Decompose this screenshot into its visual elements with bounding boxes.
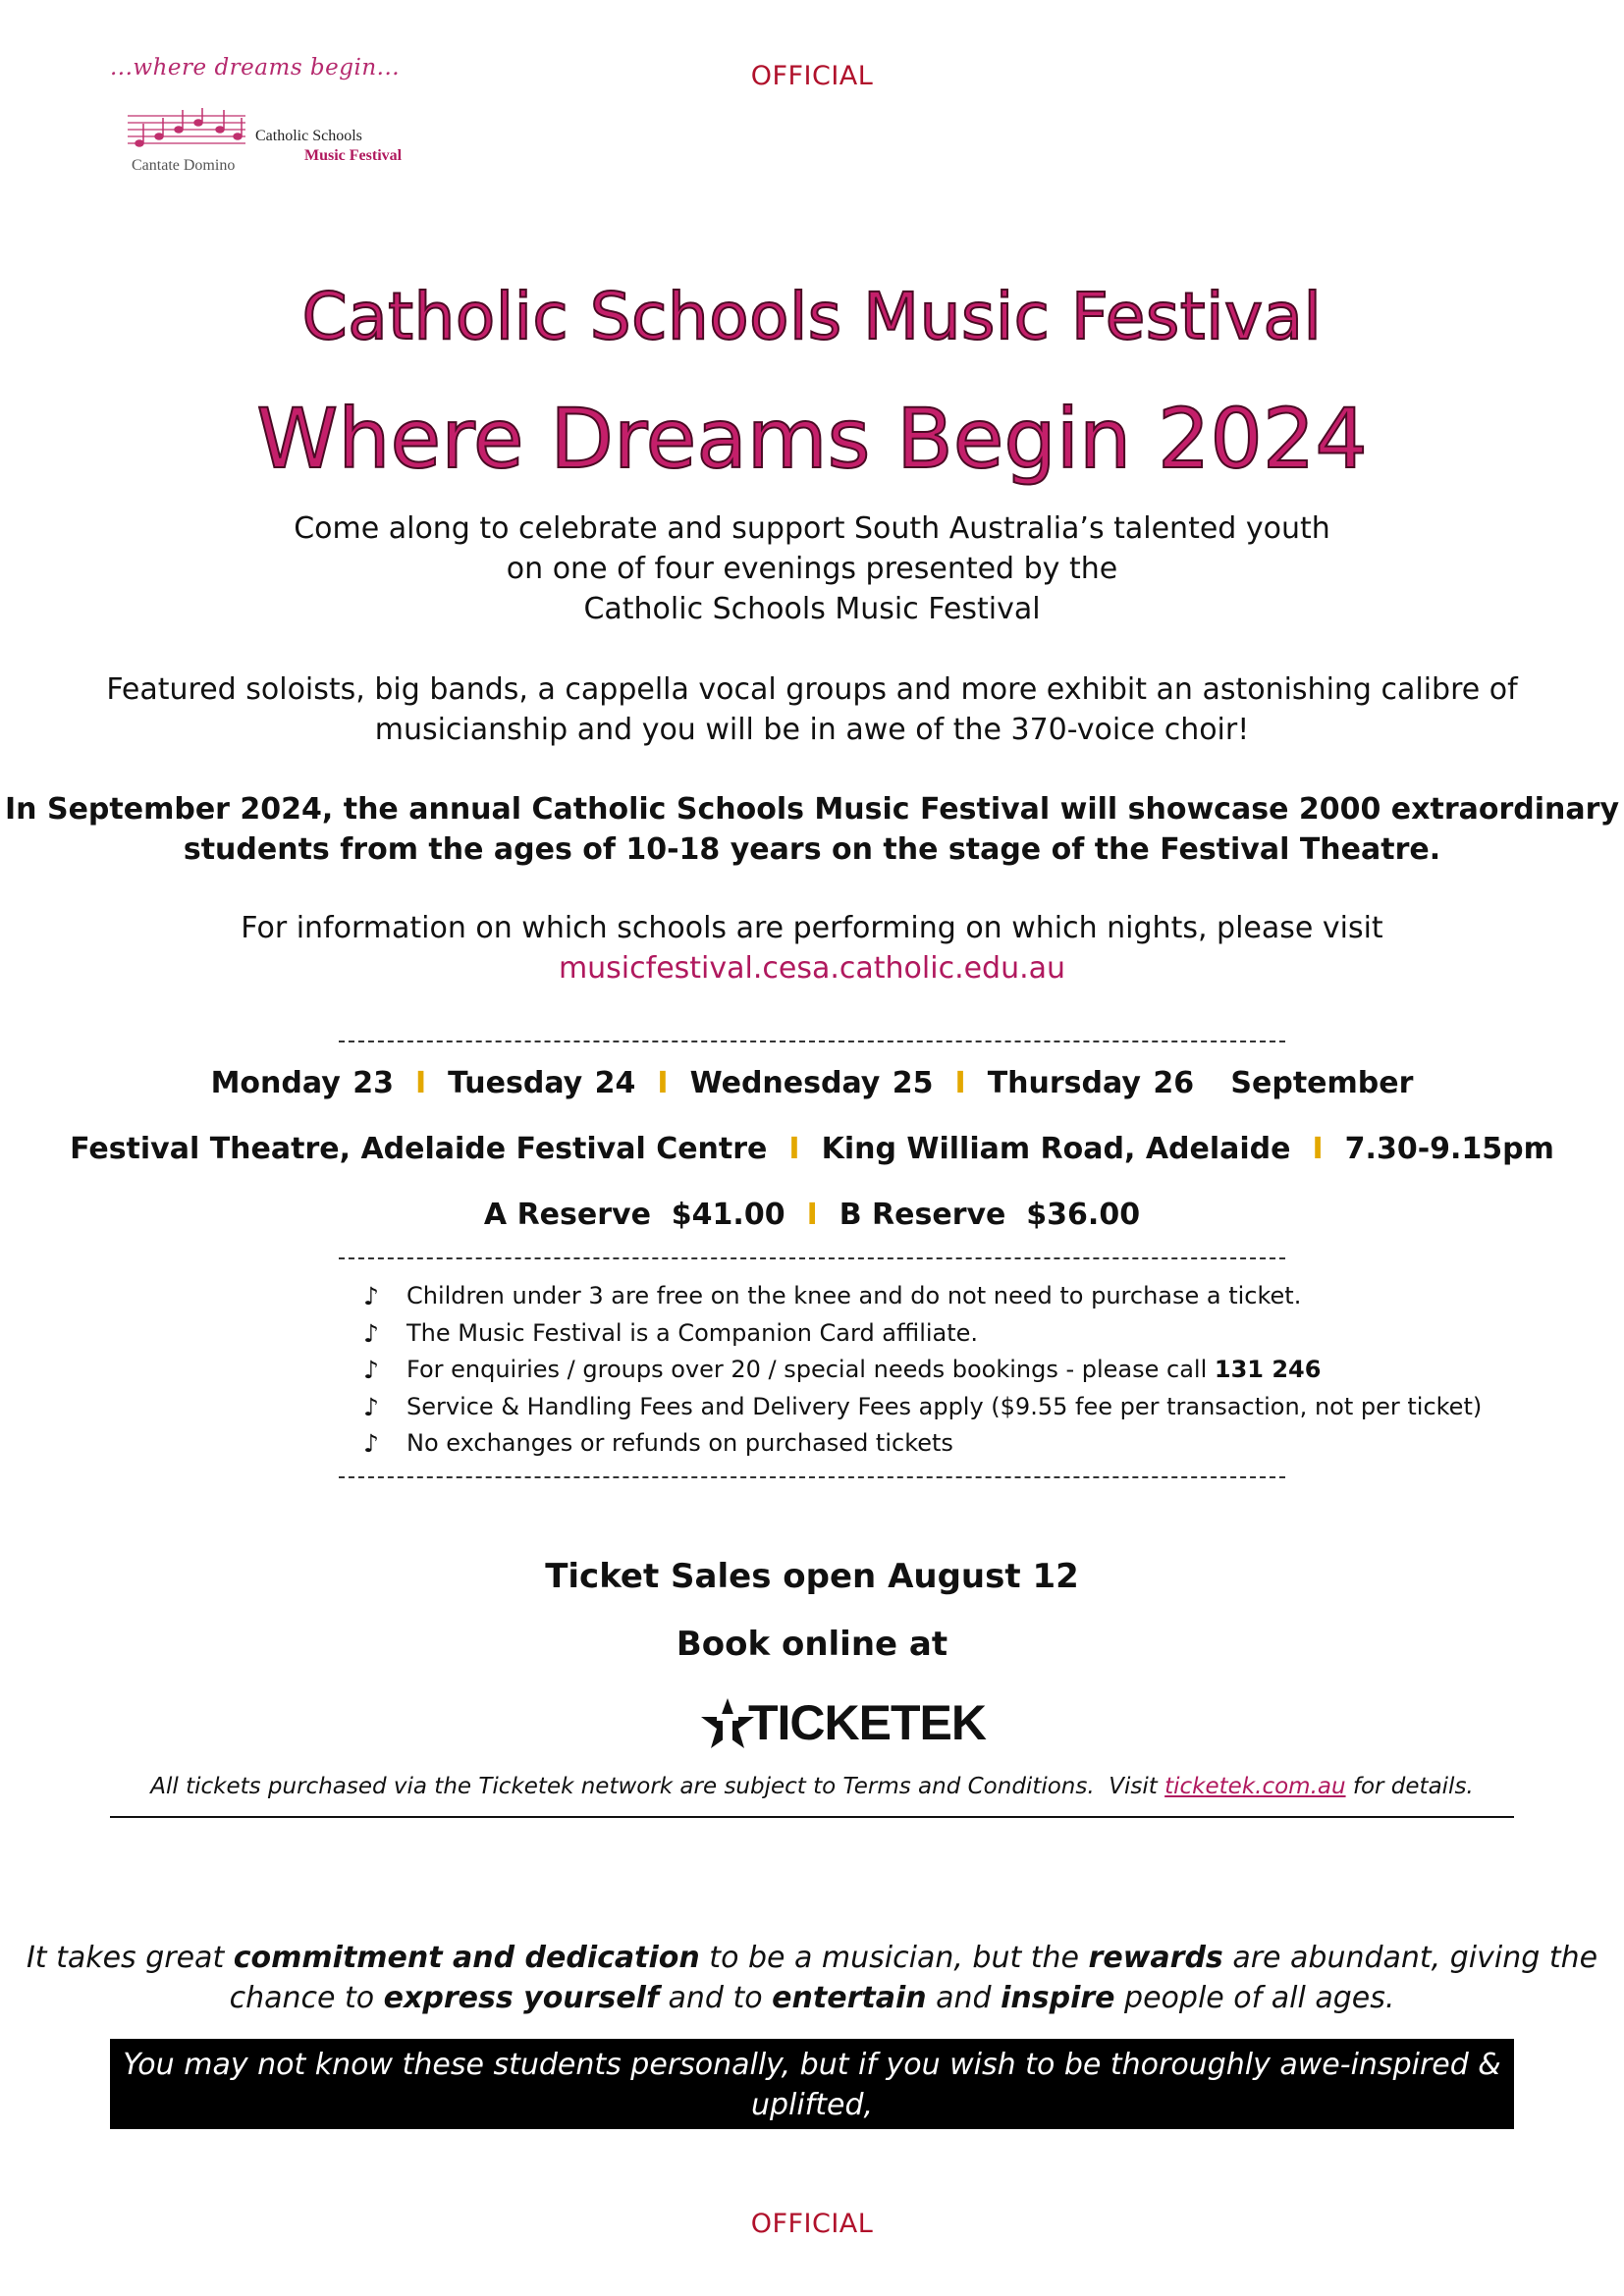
date-tuesday: Tuesday 24 [448, 1066, 636, 1100]
list-item: ♪ Children under 3 are free on the knee and do not need to purchase a ticket. [363, 1278, 1502, 1315]
separator: I [788, 1132, 800, 1166]
dashed-divider [339, 1041, 1285, 1042]
featured-line: Featured soloists, big bands, a cappella vocal groups and more exhibit an astonishing calibre of [106, 672, 1518, 707]
quote-line: chance to express yourself and to entertain and inspire people of all ages. [229, 1981, 1395, 2015]
ticketek-wordmark: TICKETEK [748, 1695, 986, 1750]
music-note-icon: ♪ [363, 1356, 379, 1384]
logo-tagline: ...where dreams begin... [110, 55, 401, 80]
show-time: 7.30-9.15pm [1344, 1132, 1554, 1166]
price-b-reserve: B Reserve $36.00 [839, 1198, 1141, 1232]
intro-line: Come along to celebrate and support South Australia’s talented youth [294, 511, 1330, 546]
quote-line: It takes great commitment and dedication to be a musician, but the rewards are abundant, giving the [26, 1941, 1598, 1975]
ticket-prices [0, 1198, 1624, 1232]
venue-road: King William Road, Adelaide [821, 1132, 1291, 1166]
ticket-sales-open: Ticket Sales open August 12 [545, 1557, 1079, 1596]
ticketek-logo[interactable] [699, 1690, 986, 1759]
separator: I [414, 1066, 427, 1100]
info-line: For information on which schools are performing on which nights, please visit [241, 911, 1383, 945]
festival-website-link[interactable]: musicfestival.cesa.catholic.edu.au [558, 951, 1066, 986]
date-wednesday: Wednesday 25 [689, 1066, 934, 1100]
book-online: Book online at [676, 1625, 948, 1664]
venue-line [0, 1132, 1624, 1166]
separator: I [806, 1198, 818, 1232]
date-monday: Monday 23 [210, 1066, 394, 1100]
ticketek-link[interactable]: ticketek.com.au [1164, 1774, 1346, 1799]
official-header: OFFICIAL [750, 61, 874, 91]
logo-name-line2: Music Festival [304, 147, 403, 164]
separator: I [657, 1066, 669, 1100]
ticket-notes-list [363, 1278, 1502, 1463]
music-note-icon: ♪ [363, 1282, 379, 1310]
featured-line: musicianship and you will be in awe of the 370-voice choir! [374, 713, 1250, 747]
dashed-divider [339, 1476, 1285, 1478]
festival-title: Catholic Schools Music Festival [301, 279, 1323, 354]
horizontal-rule [110, 1816, 1514, 1818]
venue-place: Festival Theatre, Adelaide Festival Centre [70, 1132, 768, 1166]
event-title: Where Dreams Begin 2024 [256, 391, 1368, 487]
closing-banner [110, 2039, 1514, 2163]
performance-dates [0, 1066, 1624, 1100]
list-item: ♪ Service & Handling Fees and Delivery Fees apply ($9.55 fee per transaction, not per ticket) [363, 1389, 1502, 1426]
info-paragraph [0, 908, 1624, 988]
date-thursday: Thursday 26 September [987, 1066, 1414, 1100]
dashed-divider [339, 1257, 1285, 1259]
music-note-icon: ♪ [363, 1392, 379, 1421]
separator: I [1312, 1132, 1324, 1166]
logo-name-line1: Catholic Schools [255, 128, 362, 144]
intro-paragraph [0, 508, 1624, 629]
price-a-reserve: A Reserve $41.00 [483, 1198, 785, 1232]
intro-line: on one of four evenings presented by the [506, 552, 1118, 586]
separator: I [954, 1066, 966, 1100]
banner-line: then an evening out with Adelaide’s future entertainers is one you won’t want to miss! [171, 2128, 1453, 2163]
terms-note: All tickets purchased via the Ticketek network are subject to Terms and Conditions. Visit ticketek.com.au for details. [150, 1774, 1474, 1799]
enquiry-phone: 131 246 [1214, 1356, 1322, 1383]
list-item: ♪ The Music Festival is a Companion Card affiliate. [363, 1315, 1502, 1353]
showcase-line: In September 2024, the annual Catholic Schools Music Festival will showcase 2000 extraordinary [5, 792, 1619, 827]
logo-motto: Cantate Domino [132, 157, 236, 174]
showcase-line: students from the ages of 10-18 years on the stage of the Festival Theatre. [183, 832, 1441, 867]
intro-line: Catholic Schools Music Festival [583, 592, 1041, 626]
list-item: ♪ No exchanges or refunds on purchased tickets [363, 1425, 1502, 1463]
commitment-quote [0, 1938, 1624, 2018]
official-footer: OFFICIAL [750, 2209, 874, 2239]
showcase-paragraph [0, 789, 1624, 870]
music-note-icon: ♪ [363, 1429, 379, 1458]
music-note-icon: ♪ [363, 1318, 379, 1348]
banner-line: You may not know these students personally, but if you wish to be thoroughly awe-inspired & uplifted, [123, 2048, 1501, 2122]
featured-paragraph [0, 669, 1624, 750]
list-item: ♪ For enquiries / groups over 20 / special needs bookings - please call 131 246 [363, 1352, 1502, 1389]
